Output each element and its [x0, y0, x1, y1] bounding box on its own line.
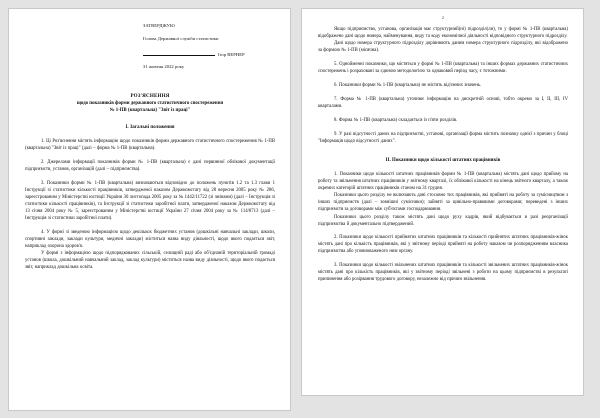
section-heading-1: I. Загальні положення	[125, 125, 175, 131]
signature-line	[143, 51, 215, 56]
paragraph: 2. Джерелами інформації показників форми № 1-ПВ (квартальна) є дані первинної облікової документації підприємств, установ, організацій (далі – підприємства).	[25, 160, 275, 173]
section-heading-2: II. Показники щодо кількості штатних працівників	[385, 157, 501, 163]
paragraph: 1. Ці Роз'яснення містять інформацію щодо показників форми державного статистичного спостереження № 1-ПВ (квартальна) "Звіт із праці" (далі – форма № 1-ПВ (квартальна).	[25, 139, 275, 152]
paragraph: 3. Показники щодо кількості звільнених штатних працівників та кількості звільнених штатних працівників-жінок містять дані про кількість працівників, які у звітному періоді звільнені з роботи на цьому підприємстві в результаті припинення або розірвання трудового договору, незалежно від причин звільнення.	[318, 263, 568, 283]
paragraph: 1. Показники щодо кількості штатних працівників форми № 1-ПВ (квартальна) містять дані щодо прийому на роботу та звільнення штатних працівників у звітному кварталі, їх облікової кількості на кінець звітного кварталу, а також окремих категорій штатних працівників станом на 31 грудня.	[318, 171, 568, 191]
paragraph: 2. Показники щодо кількості прийнятих штатних працівників та кількості прийнятих штатних працівників-жінок містять дані про кількість працівників, які у звітному періоді прийняті на роботу наказом чи розпорядженням власника підприємства або уповноваженого ним органу.	[318, 235, 568, 255]
paragraph: 4. У формі зі зведеною інформацією щодо декількох бюджетних установ (дошкільні навчальні заклади, школи, спортивні заклади, заклади культури, медичні заклади) міститься назва виду діяльності, щодо якого подається звіт, наприклад охорона здоров'я.	[25, 229, 275, 249]
document-title-main: РОЗ'ЯСНЕННЯ	[130, 92, 170, 99]
paragraph: Показники цього розділу також містять дані щодо руху кадрів, який відбувається в разі реорганізації підприємства й документально підтверджений.	[318, 214, 568, 227]
paragraph: 3. Показники форми № 1-ПВ (квартальна) визначаються відповідно до положень пунктів 1.2 та 1.3 глави 1 Інструкції зі статистики кількості працівників, затвердженої наказом Держкомстату від 28 вересня 2005 року № 286, зареєстрованим у Міністерстві юстиції України 30 листопада 2005 року за № 1442/11722 (зі змінами) (далі – Інструкція зі статистики кількості працівників), та Інструкції зі статистики заробітної плати, затвердженої наказом Держкомстату від 13 січня 2004 року № 5, зареєстрованим у Міністерстві юстиції України 27 січня 2004 року за № 114/8713 (далі – Інструкція зі статистики заробітної плати).	[25, 181, 275, 221]
signature-row	[143, 51, 278, 57]
approval-heading: ЗАТВЕРДЖУЮ	[143, 23, 175, 28]
document-title-line3: № 1-ПВ (квартальна) "Звіт із праці"	[109, 107, 191, 113]
paragraph: 7. Форма № 1-ПВ (квартальна) уточнює інформацію на дискретній основі, тобто окремо за I, II, III, IV кварталами.	[318, 96, 568, 109]
document-page-2	[301, 8, 584, 396]
approval-block	[143, 23, 278, 71]
page-number: 2	[442, 16, 444, 20]
approval-date: 31 жовтня 2022 року	[143, 64, 185, 70]
paragraph: У формі з інформацією щодо підпорядкованих сільській, селищній раді або об'єднаній територіальній громаді установ (школа, дошкільний навчальний заклад, заклад культури) міститься назва виду діяльності, щодо якого подається звіт, наприклад дошкільна освіта.	[25, 251, 275, 271]
paragraph: 6. Показники форми № 1-ПВ (квартальна) не містять від'ємних значень.	[334, 82, 482, 88]
document-page-1	[8, 8, 291, 411]
paragraph: 5. Однойменні показники, що містяться у формі № 1-ПВ (квартальна) та інших формах державних статистичних спостережень і розраховані за єдиною методологією та однаковий період часу, є тотожними.	[318, 61, 568, 74]
paragraph: Якщо підприємство, установа, організація має структурний(ні) підрозділ(ли), то у формі № 1-ПВ (квартальна) відображено дані щодо номера, найменування, виду та коду економічної діяльності відповідного структурного підрозділу.	[318, 26, 568, 39]
signatory-name: Ігор ВЕРНЕР	[218, 51, 245, 57]
paragraph: Показники цього розділу не включають дані стосовно тих працівників, які прийняті на роботу за сумісництвом з інших підприємств (далі – зовнішні сумісники); зайняті за цивільно-правовими договорами; переведені з інших підприємств за договорами між суб'єктами господарювання.	[318, 193, 568, 213]
document-title	[29, 93, 271, 115]
approval-position: Голова Державної служби статистики	[143, 36, 219, 42]
paragraph: 8. Форма № 1-ПВ (квартальна) складається із п'яти розділів.	[334, 117, 458, 123]
document-title-line2: щодо показників форми державного статистичного спостереження	[76, 100, 224, 106]
paragraph: 9. У разі відсутності даних на підприємстві, установі, організації форма містить позначку однієї з причин у блоці "Інформація щодо відсутності даних".	[318, 131, 568, 144]
paragraph: Дані щодо номера структурного підрозділу дорівнюють даним номера структурного підрозділу, які відображено за формою № 1-ПВ (місячна).	[318, 41, 568, 53]
